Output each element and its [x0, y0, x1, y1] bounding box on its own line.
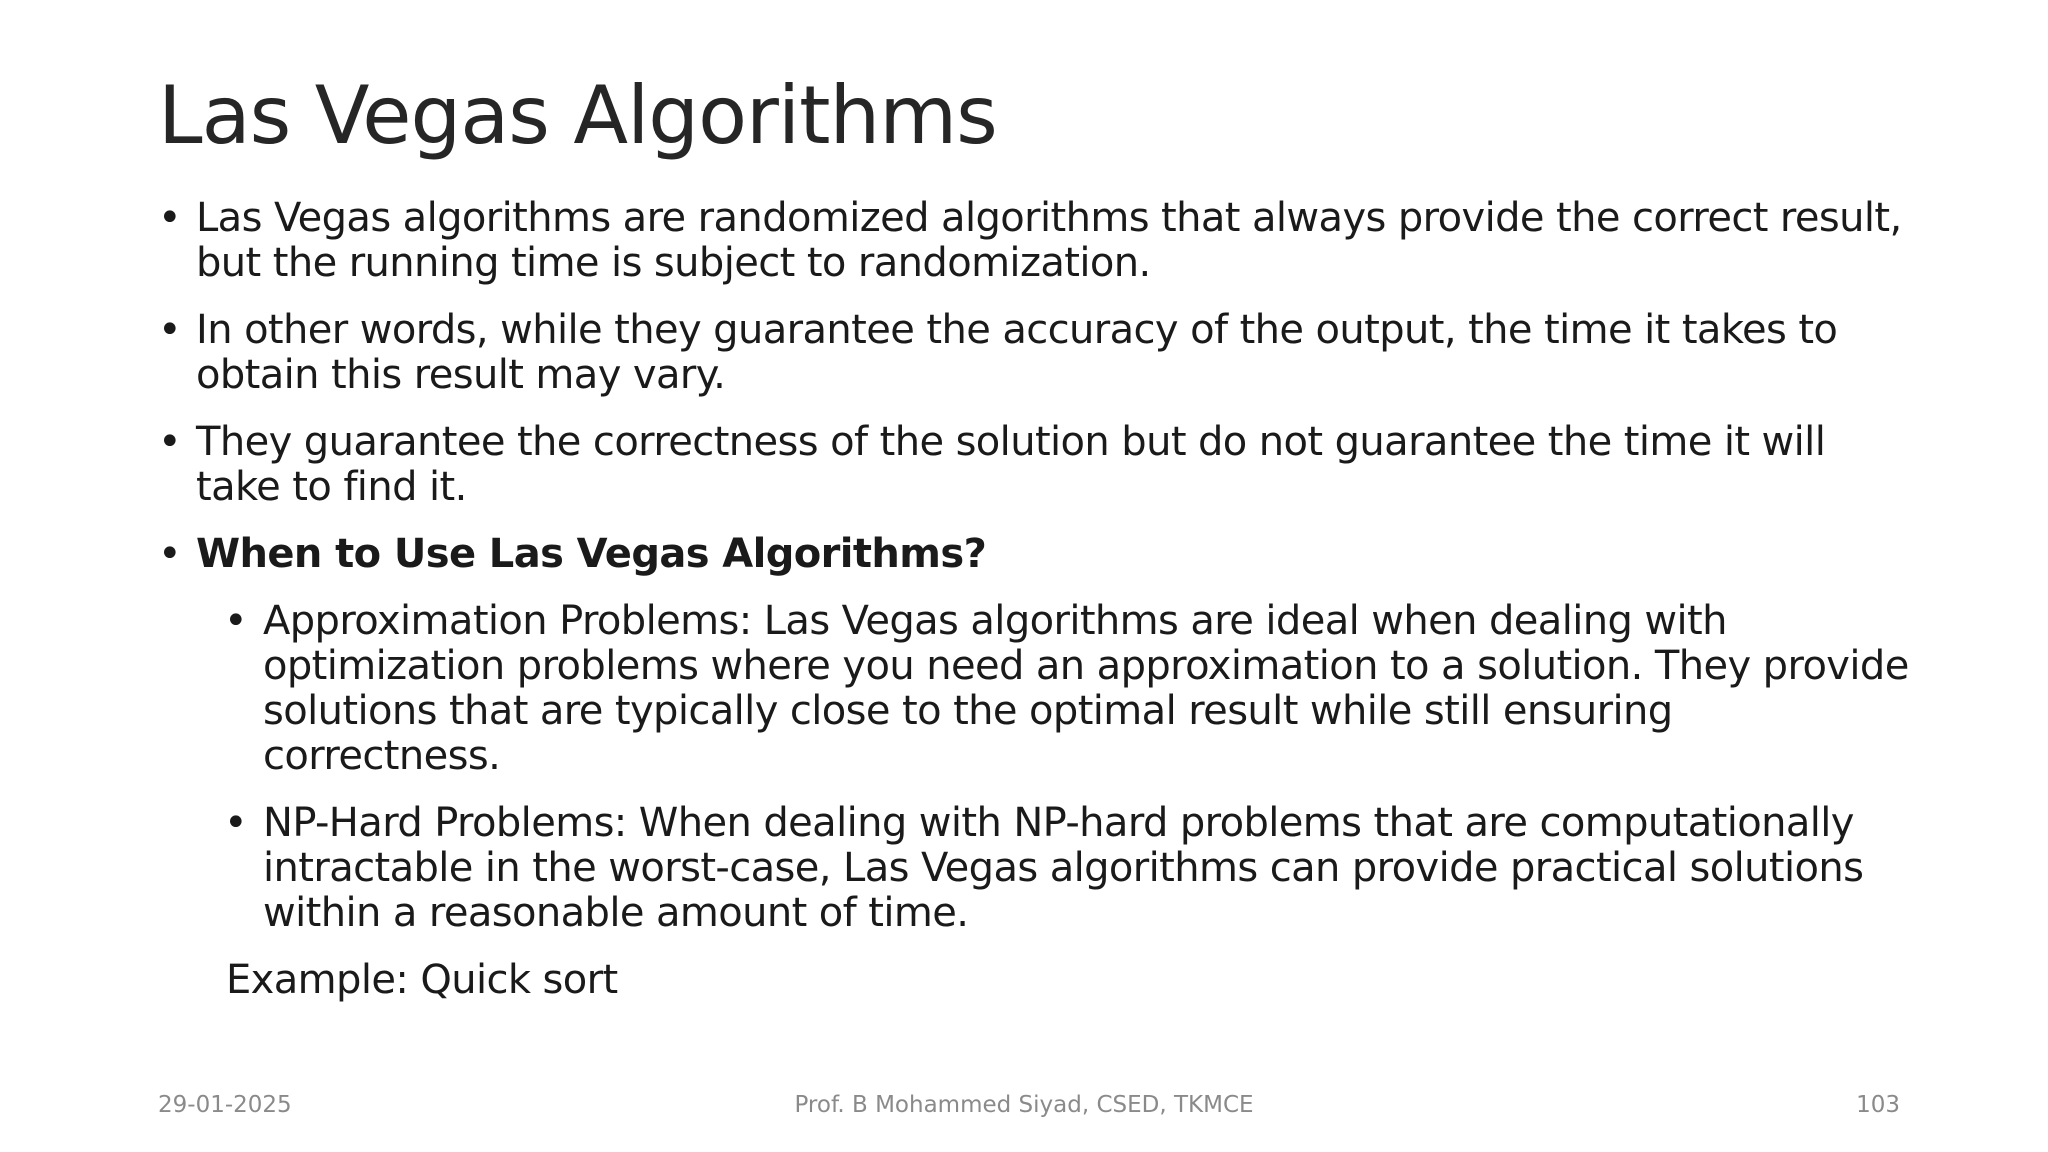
sub-bullet-icon: •: [224, 800, 247, 846]
slide-title: Las Vegas Algorithms: [158, 69, 997, 162]
bullet-item: [158, 420, 1918, 510]
sub-bullet-item: [158, 599, 1918, 779]
sub-bullet-text: Approximation Problems: Las Vegas algorithms are ideal when dealing with optimization problems where you need an approximation to a solution. They provide solutions that are typically close to the optimal result while still ensuring correctness.: [263, 598, 1909, 779]
example-text: Example: Quick sort: [226, 957, 618, 1003]
bullet-item: [158, 196, 1918, 286]
bullet-heading-text: When to Use Las Vegas Algorithms?: [196, 531, 987, 577]
bullet-icon: •: [158, 307, 181, 353]
bullet-text: Las Vegas algorithms are randomized algorithms that always provide the correct result, but the running time is subject to randomization.: [196, 195, 1902, 286]
footer-page-number: 103: [1856, 1092, 1900, 1118]
bullet-item: [158, 308, 1918, 398]
footer-author: Prof. B Mohammed Siyad, CSED, TKMCE: [794, 1092, 1254, 1118]
slide-body: [158, 196, 1918, 1003]
footer-date: 29-01-2025: [158, 1092, 292, 1118]
bullet-item-heading: [158, 532, 1918, 577]
bullet-icon: •: [158, 195, 181, 241]
bullet-text: They guarantee the correctness of the solution but do not guarantee the time it will take to find it.: [196, 419, 1826, 510]
bullet-icon: •: [158, 419, 181, 465]
bullet-icon: •: [158, 531, 181, 577]
sub-bullet-icon: •: [224, 598, 247, 644]
sub-bullet-item: [158, 801, 1918, 936]
sub-bullet-text: NP-Hard Problems: When dealing with NP-hard problems that are computationally intractable in the worst-case, Las Vegas algorithms can provide practical solutions within a reasonable amount of time.: [263, 800, 1864, 936]
bullet-text: In other words, while they guarantee the accuracy of the output, the time it takes to obtain this result may vary.: [196, 307, 1838, 398]
